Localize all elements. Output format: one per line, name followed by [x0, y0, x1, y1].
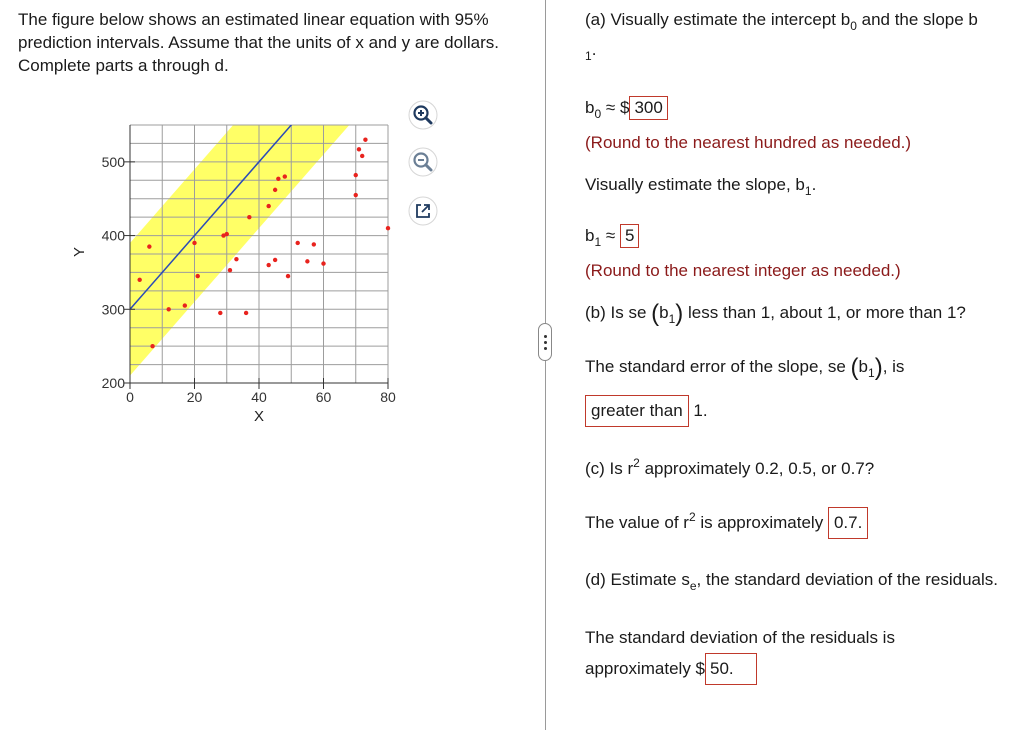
data-point	[276, 177, 280, 181]
part-d-text-2: , the standard deviation of the residuals.	[696, 570, 999, 589]
part-d-stmt-line1: The standard deviation of the residuals is	[585, 628, 895, 647]
y-tick-label: 300	[101, 301, 125, 318]
part-d-stmt-prefix: approximately $	[585, 659, 706, 678]
part-b-stmt-sub: 1	[868, 366, 875, 380]
y-tick-label: 500	[101, 153, 125, 170]
data-point	[234, 257, 238, 261]
b1-answer-line	[585, 224, 1010, 254]
data-point	[218, 311, 222, 315]
questions-pane	[585, 8, 1010, 685]
data-point	[357, 147, 361, 151]
part-c-stmt-text: The value of r	[585, 513, 689, 532]
part-a-text-2: and the slope b	[856, 10, 978, 29]
part-d-question	[585, 565, 1010, 601]
data-point	[363, 138, 367, 142]
data-point	[196, 274, 200, 278]
data-point	[312, 242, 316, 246]
part-c-statement	[585, 506, 1010, 539]
part-b-answer-line	[585, 395, 1010, 427]
part-c-stmt-suffix: is approximately	[695, 513, 824, 532]
data-point	[266, 263, 270, 267]
x-tick-label: 60	[315, 389, 332, 405]
y-axis-label: Y	[71, 246, 88, 258]
b1-label: b	[585, 226, 595, 245]
data-point	[273, 258, 277, 262]
data-point	[167, 307, 171, 311]
data-point	[266, 204, 270, 208]
data-point	[228, 268, 232, 272]
part-b-statement	[585, 355, 1010, 385]
data-point	[225, 232, 229, 236]
scatter-chart	[70, 100, 410, 435]
part-c-sup: 2	[633, 456, 640, 470]
data-point	[305, 259, 309, 263]
approx-symbol-2: ≈	[605, 226, 616, 245]
data-point	[192, 241, 196, 245]
b0-round-hint: (Round to the nearest hundred as needed.)	[585, 133, 912, 152]
part-d-text-1: (d) Estimate s	[585, 570, 690, 589]
slope-prompt-suffix: .	[811, 175, 817, 194]
data-point	[147, 244, 151, 248]
part-d-stmt-line2	[585, 653, 1010, 685]
b1-sub: 1	[594, 235, 602, 249]
se-residuals-answer-box[interactable]: 50.	[705, 653, 757, 685]
x-tick-label: 80	[380, 389, 396, 405]
part-b-stmt-text: The standard error of the slope, se	[585, 357, 846, 376]
data-point	[286, 274, 290, 278]
part-b-text-1: (b) Is se	[585, 303, 647, 322]
y-tick-label: 200	[101, 375, 125, 391]
x-tick-label: 20	[186, 389, 203, 405]
part-c-text-2: approximately 0.2, 0.5, or 0.7?	[639, 459, 875, 478]
slope-prompt-text: Visually estimate the slope, b	[585, 175, 805, 194]
data-point	[183, 303, 187, 307]
part-c-text-1: (c) Is r	[585, 459, 634, 478]
b0-answer-box[interactable]: 300	[629, 96, 667, 120]
data-point	[150, 344, 154, 348]
x-tick-label: 0	[126, 389, 134, 405]
currency-symbol: $	[619, 98, 630, 117]
data-point	[273, 188, 277, 192]
paren-close: )	[675, 300, 684, 327]
part-b-stmt-b: b	[858, 357, 869, 376]
zoom-in-icon[interactable]	[408, 100, 438, 130]
part-d-statement	[585, 623, 1010, 685]
y-tick-label: 400	[101, 227, 125, 244]
divider-grip-handle[interactable]	[538, 323, 552, 361]
part-b-text-2: less than 1, about 1, or more than 1?	[683, 303, 966, 322]
part-c-stmt-sup: 2	[688, 510, 696, 524]
slope-prompt	[585, 173, 1010, 203]
problem-intro: The figure below shows an estimated linear equation with 95% prediction intervals. Assume that the units of x and y are dollars. Complete parts a through d.	[18, 10, 499, 75]
data-point	[283, 174, 287, 178]
part-b-after: 1.	[693, 401, 708, 420]
x-axis-label: X	[253, 408, 265, 425]
popout-icon[interactable]	[408, 196, 438, 226]
data-point	[247, 215, 251, 219]
b1-answer-box[interactable]: 5	[620, 224, 639, 248]
part-b-b: b	[659, 303, 669, 322]
pane-divider[interactable]	[545, 0, 546, 730]
data-point	[354, 173, 358, 177]
part-a-sub-1: 1	[585, 49, 592, 63]
data-point	[386, 226, 390, 230]
se-answer-dropdown[interactable]: greater than	[585, 395, 689, 427]
x-tick-label: 40	[251, 389, 267, 405]
data-point	[137, 278, 141, 282]
part-a-sub-0: 0	[850, 19, 857, 33]
zoom-out-icon[interactable]	[408, 147, 438, 177]
data-point	[354, 193, 358, 197]
b0-sub: 0	[594, 107, 602, 121]
part-d-sub: e	[689, 579, 697, 593]
b0-label: b	[585, 98, 595, 117]
part-b-question	[585, 301, 1010, 331]
part-b-sub: 1	[668, 312, 676, 326]
slope-prompt-sub: 1	[804, 184, 812, 198]
b0-answer-line	[585, 96, 1010, 126]
data-point	[360, 154, 364, 158]
paren-close-2: )	[874, 354, 883, 381]
r2-answer-dropdown[interactable]: 0.7.	[828, 507, 868, 539]
part-b-stmt-suffix: , is	[882, 357, 905, 376]
paren-open: (	[651, 300, 660, 327]
approx-symbol: ≈	[605, 98, 616, 117]
part-c-question	[585, 452, 1010, 480]
data-point	[244, 311, 248, 315]
data-point	[321, 261, 325, 265]
paren-open-2: (	[850, 354, 859, 381]
part-a-text-1: (a) Visually estimate the intercept b	[585, 10, 851, 29]
b1-round-hint: (Round to the nearest integer as needed.)	[585, 261, 901, 280]
part-a-text-3: .	[591, 40, 597, 59]
part-a-question	[585, 8, 1010, 68]
data-point	[296, 241, 300, 245]
